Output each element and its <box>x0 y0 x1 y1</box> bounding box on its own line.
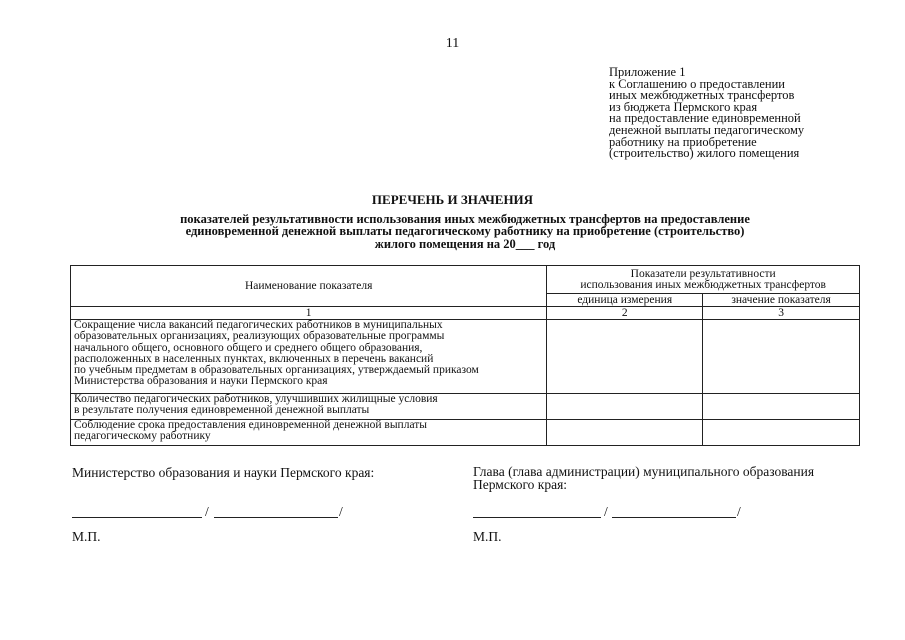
document-subtitle <box>80 213 850 250</box>
indicator-line: по учебным предметам в образовательных организациях, утверждаемый приказом <box>74 364 479 377</box>
name-line[interactable] <box>214 517 338 518</box>
signature-slash: / <box>339 504 343 519</box>
subtitle-line: единовременной денежной выплаты педагогическому работнику на приобретение (строительство) <box>185 224 745 239</box>
page-number: 11 <box>445 36 460 51</box>
value-cell[interactable] <box>703 420 860 446</box>
indicator-line: Количество педагогических работников, улучшивших жилищные условия <box>74 393 438 405</box>
indicator-name-cell <box>71 394 547 420</box>
appendix-line: работнику на приобретение <box>609 134 757 149</box>
appendix-line: денежной выплаты педагогическому <box>609 122 805 137</box>
indicator-name-cell <box>71 420 547 446</box>
header-value: значение показателя <box>703 294 860 307</box>
table-row <box>71 420 860 446</box>
ministry-signature-label: Министерство образования и науки Пермского края: <box>72 465 375 480</box>
appendix-line: из бюджета Пермского края <box>609 99 758 114</box>
appendix-note <box>609 67 804 160</box>
header-unit: единица измерения <box>547 294 703 307</box>
appendix-line: к Соглашению о предоставлении <box>609 76 786 91</box>
group-header-line: Показатели результативности <box>630 267 776 280</box>
signature-slash: / <box>604 504 608 519</box>
signature-line[interactable] <box>72 517 202 518</box>
header-performance-group <box>547 266 860 294</box>
column-number: 3 <box>703 307 860 320</box>
subtitle-line: жилого помещения на 20___ год <box>374 236 556 251</box>
group-header-line: использования иных межбюджетных трансфертов <box>580 278 826 291</box>
unit-cell[interactable] <box>547 320 703 394</box>
signature-label-line: Пермского края: <box>473 477 568 492</box>
stamp-placeholder: М.П. <box>72 529 101 544</box>
indicator-line: в результате получения единовременной денежной выплаты <box>74 404 370 417</box>
appendix-line: Приложение 1 <box>609 65 686 79</box>
table-row <box>71 394 860 420</box>
appendix-line: на предоставление единовременной <box>609 111 801 126</box>
indicator-line: педагогическому работнику <box>74 430 211 443</box>
stamp-placeholder: М.П. <box>473 529 502 544</box>
indicator-line: Сокращение числа вакансий педагогических работников в муниципальных <box>74 319 443 331</box>
signature-line[interactable] <box>473 517 601 518</box>
appendix-line: иных межбюджетных трансфертов <box>609 88 795 103</box>
appendix-line: (строительство) жилого помещения <box>609 146 800 161</box>
signature-label-line: Глава (глава администрации) муниципального образования <box>473 464 815 479</box>
header-indicator-name: Наименование показателя <box>71 266 547 307</box>
indicator-line: Соблюдение срока предоставления единовременной денежной выплаты <box>74 419 428 431</box>
signature-slash: / <box>205 504 209 519</box>
indicator-line: расположенных в населенных пунктах, включенных в перечень вакансий <box>74 352 434 365</box>
column-number: 1 <box>71 307 547 320</box>
unit-cell[interactable] <box>547 420 703 446</box>
name-line[interactable] <box>612 517 736 518</box>
indicator-line: образовательных организациях, реализующих образовательные программы <box>74 330 445 343</box>
document-title: ПЕРЕЧЕНЬ И ЗНАЧЕНИЯ <box>371 192 534 207</box>
unit-cell[interactable] <box>547 394 703 420</box>
table-row <box>71 320 860 394</box>
indicator-line: Министерства образования и науки Пермского края <box>74 375 328 388</box>
value-cell[interactable] <box>703 394 860 420</box>
column-number: 2 <box>547 307 703 320</box>
indicator-line: начального общего, основного общего и среднего общего образования, <box>74 341 423 354</box>
indicator-name-cell <box>71 320 547 394</box>
municipal-head-signature-label <box>473 465 873 491</box>
signature-slash: / <box>737 504 741 519</box>
indicators-table <box>70 265 860 446</box>
value-cell[interactable] <box>703 320 860 394</box>
subtitle-line: показателей результативности использования иных межбюджетных трансфертов на предоставление <box>180 212 750 226</box>
